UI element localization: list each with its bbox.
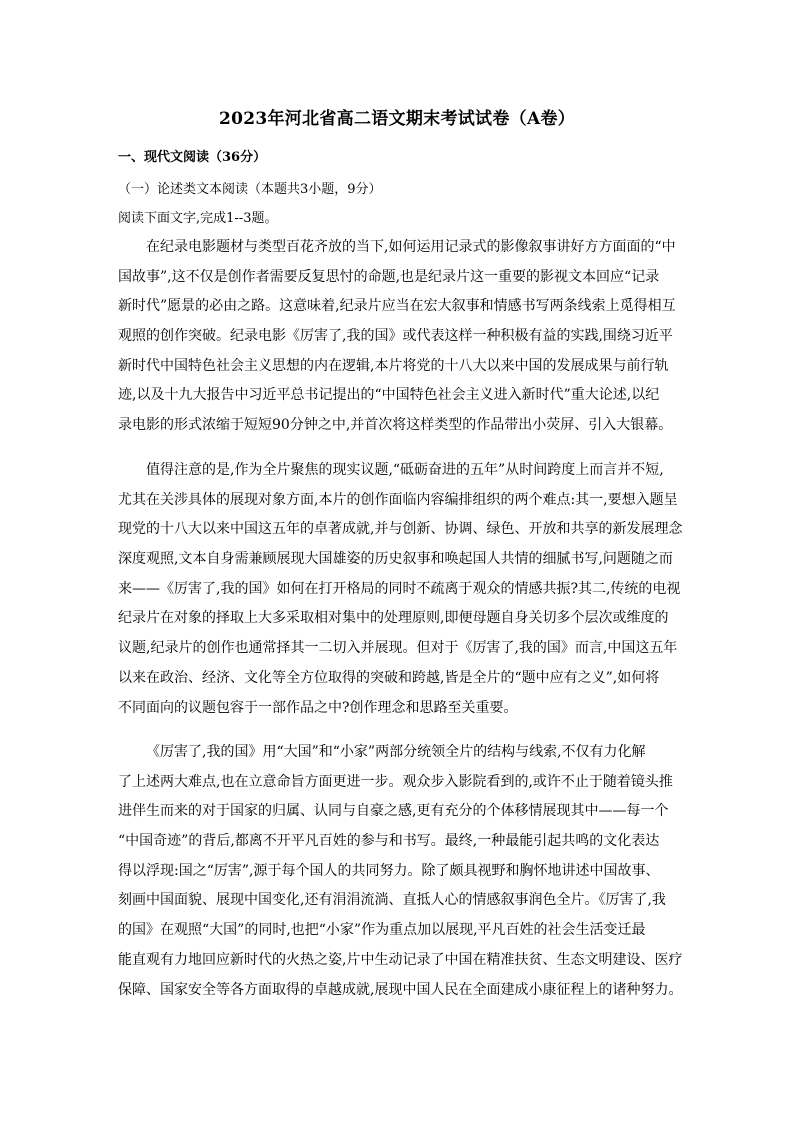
paragraph-line: 刻画中国面貌、展现中国变化,还有涓涓流淌、直抵人心的情感叙事润色全片。《厉害了,我 [118,892,666,909]
paragraph-line: 来——《厉害了,我的国》如何在打开格局的同时不疏离于观众的情感共振?其二,传统的电视 [118,580,681,597]
paragraph-line: 纪录片在对象的择取上大多采取相对集中的处理原则,即便母题自身关切多个层次或维度的 [118,610,669,627]
paragraph-line: 了上述两大难点,也在立意命旨方面更进一步。观众步入影院看到的,或许不止于随着镜头推 [118,773,673,790]
paragraph-line: 以来在政治、经济、文化等全方位取得的突破和跨越,皆是全片的“题中应有之义”,如何将 [118,669,660,686]
paragraph-line: 新时代”愿景的必由之路。这意味着,纪录片应当在宏大叙事和情感书写两条线索上觅得相互 [118,298,676,315]
paragraph-line: 得以浮现:国之“厉害”,源于每个国人的共同努力。除了颇具视野和胸怀地讲述中国故事、 [118,862,660,879]
paragraph-line: 议题,纪录片的创作也通常择其一二切入并展现。但对于《厉害了,我的国》而言,中国这五年 [118,640,678,657]
paragraph-line: 的国》在观照“大国”的同时,也把“小家”作为重点加以展现,平凡百姓的社会生活变迁最 [118,922,646,939]
paragraph-line: 国故事”,这不仅是创作者需要反复思忖的命题,也是纪录片这一重要的影视文本回应“记录 [118,268,660,285]
paragraph-1 [118,233,684,441]
paragraph-line: 进伴生而来的对于国家的归属、认同与自豪之感,更有充分的个体移情展现其中——每一个 [118,803,669,820]
reading-instruction: 阅读下面文字,完成1--3题。 [118,211,278,226]
paragraph-line: 新时代中国特色社会主义思想的内在逻辑,本片将党的十八大以来中国的发展成果与前行轨 [118,357,669,374]
paragraph-2 [118,456,684,723]
paragraph-line: 值得注意的是,作为全片聚焦的现实议题,“砥砺奋进的五年”从时间跨度上而言并不短, [146,462,664,478]
paragraph-line: 现党的十八大以来中国这五年的卓著成就,并与创新、协调、绿色、开放和共享的新发展理念 [118,521,683,538]
subsection-heading: （一）论述类文本阅读（本题共3小题，9分） [118,182,382,197]
paragraph-line: 尤其在关涉具体的展现对象方面,本片的创作面临内容编排组织的两个难点:其一,要想入题呈 [118,491,678,508]
paragraph-line: 不同面向的议题包容于一部作品之中?创作理念和思路至关重要。 [118,699,518,716]
paragraph-line: 迹,以及十九大报告中习近平总书记提出的“中国特色社会主义进入新时代”重大论述,以纪 [118,387,660,404]
page-title: 2023年河北省高二语文期末考试试卷（A卷） [218,109,576,129]
paragraph-line: 录电影的形式浓缩于短短90分钟之中,并首次将这样类型的作品带出小荧屏、引入大银幕。 [118,417,673,434]
paragraph-line: 观照的创作突破。纪录电影《厉害了,我的国》或代表这样一种积极有益的实践,围绕习近平 [118,328,673,345]
paragraph-line: 保障、国家安全等各方面取得的卓越成就,展现中国人民在全面建成小康征程上的诸种努力。 [118,981,683,998]
paragraph-line: 《厉害了,我的国》用“大国”和“小家”两部分统领全片的结构与线索,不仅有力化解 [146,744,646,760]
paragraph-line: 深度观照,文本自身需兼顾展现大国雄姿的历史叙事和唤起国人共情的细腻书写,问题随之而 [118,551,673,568]
paragraph-line: 能直观有力地回应新时代的火热之姿,片中生动记录了中国在精准扶贫、生态文明建设、医疗 [118,951,683,968]
paragraph-line: 在纪录电影题材与类型百花齐放的当下,如何运用记录式的影像叙事讲好方方面面的“中 [146,239,676,255]
paragraph-3 [118,738,684,1005]
section-heading: 一、现代文阅读（36分） [118,150,267,165]
paragraph-line: “中国奇迹”的背后,都离不开平凡百姓的参与和书写。最终,一种最能引起共鸣的文化表达 [118,833,660,850]
